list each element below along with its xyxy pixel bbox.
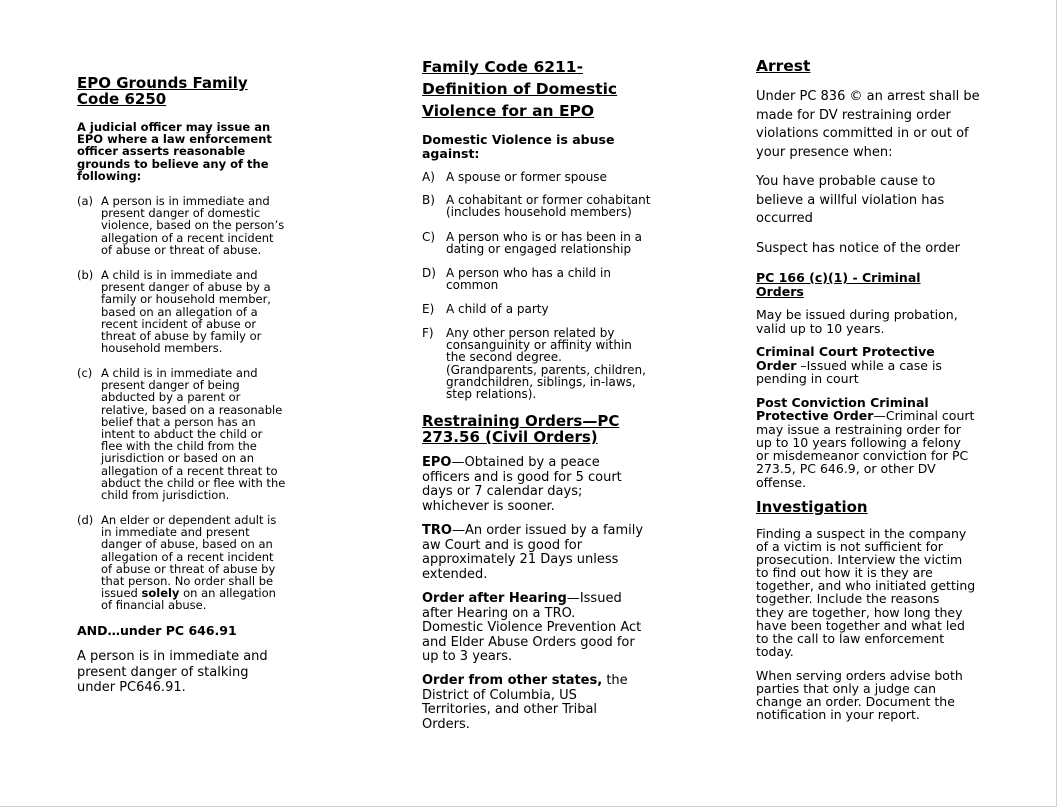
text-line: step relations). [446,387,537,402]
criminal-court-protective-order [756,345,942,386]
text-line: A person who is or has been in a [446,230,642,244]
text-line: A spouse or former spouse [446,170,607,184]
investigation-text [756,527,975,658]
text-line: intent to abduct the child or [101,427,263,442]
text-line: Any other person related by [446,326,615,340]
text-span: —An order issued by a family [451,523,644,538]
text-line: child from jurisdiction. [101,488,230,503]
text-line: A person is in immediate and [77,649,268,664]
text-span: —Obtained by a peace [451,455,600,470]
text-line: present danger of stalking [77,664,249,680]
text-span: –Issued while a case is [796,357,942,373]
text-line: violence, based on the person’s [101,218,285,233]
text-line: together, and who initiated getting [756,578,976,594]
text-line: A child is in immediate and [101,268,258,282]
text-line: violations committed in or out of [756,126,969,141]
text-line: of financial abuse. [101,598,207,613]
text-line: parties that only a judge can [756,681,937,697]
text-line: together. Include the reasons [756,591,940,607]
text-line: or misdemeanor conviction for PC [756,448,969,464]
dv-intro [422,133,614,160]
text-line: notification in your report. [756,707,920,723]
bold-span: solely [141,586,180,601]
item-text [101,269,271,354]
text-line: You have probable cause to [756,174,936,189]
item-letter: (b) [77,268,94,282]
post-conviction-protective-order [756,396,974,489]
arrest-text [756,88,980,162]
heading-line: Violence for an EPO [422,102,595,120]
heading-line: Definition of Domestic [422,80,618,98]
text-line: (Grandparents, parents, children, [446,362,646,377]
notice-text: Suspect has notice of the order [756,241,960,256]
heading-line: 273.56 (Civil Orders) [422,428,598,446]
text-line [422,674,628,689]
other-states-paragraph [422,674,628,732]
text-line: common [446,278,499,293]
text-line: District of Columbia, US [422,687,577,703]
item-text [446,327,646,400]
heading-line: Family Code 6211- [422,58,584,76]
item-letter: (a) [77,194,94,208]
item-text [446,171,607,183]
text-line: present danger of domestic [101,206,261,221]
text-line [422,592,641,607]
text-line: in immediate and present [101,525,250,540]
text-line: A child of a party [446,302,549,316]
pc166-text [756,308,958,335]
text-line: pending in court [756,371,859,386]
heading-line: Code 6250 [77,90,167,108]
text-line: When serving orders advise both [756,668,963,683]
item-letter: D) [422,266,436,280]
text-line: up to 3 years. [422,649,513,664]
text-line: prosecution. Interview the victim [756,552,963,568]
text-line: EPO where a law enforcement [77,132,272,147]
text-span: —Criminal court [873,408,975,424]
item-letter: (c) [77,366,93,380]
text-line: valid up to 10 years. [756,320,885,336]
stalking-text [77,649,268,696]
text-line: Domestic Violence is abuse [422,132,615,147]
epo-intro [77,121,272,182]
heading-line: Orders [756,283,804,299]
text-line: A judicial officer may issue an [77,120,271,134]
text-line: recent incident of abuse or [101,316,257,331]
item-letter: B) [422,193,435,207]
text-line: made for DV restraining order [756,107,951,123]
pc166-heading [756,271,921,298]
text-line: allegation of a recent threat to [101,463,278,478]
text-line: flee with the child from the [101,439,257,454]
tro-paragraph [422,524,643,582]
text-span: the [602,673,628,688]
text-line: 273.5, PC 646.9, or other DV [756,461,936,477]
text-line: abducted by a parent or [101,390,241,405]
text-line: grandchildren, siblings, in-laws, [446,374,636,389]
text-line: your presence when: [756,144,893,160]
text-line: relative, based on a reasonable [101,402,283,417]
text-line: present danger of being [101,378,240,393]
heading-line: Restraining Orders—PC [422,412,620,430]
text-line: Territories, and other Tribal [422,702,598,717]
text-span: issued [101,586,142,601]
bold-span: Protective Order [756,408,874,424]
text-line: abduct the child or flee with the [101,475,286,490]
serving-orders-text [756,669,963,721]
text-line: allegation of a recent incident [101,230,274,245]
text-line: threat of abuse by family or [101,329,262,344]
text-line: Orders. [422,716,470,732]
text-line: approximately 21 Days unless [422,552,619,567]
item-letter: F) [422,326,434,340]
text-line: based on an allegation of a [101,304,258,319]
bold-span: Order from other states, [422,673,603,688]
text-line: against: [422,145,480,161]
text-line: the second degree. [446,350,562,365]
restraining-orders-heading [422,413,619,445]
text-line [422,524,643,539]
text-line: officers and is good for 5 court [422,469,622,485]
text-line: to find out how it is they are [756,565,933,581]
and-under-label: AND…under PC 646.91 [77,623,237,638]
text-line: Criminal Court Protective [756,344,935,359]
bold-span: EPO [422,455,452,470]
item-text [446,231,642,255]
text-line: of a victim is not sufficient for [756,539,943,555]
bold-span: TRO [422,523,452,538]
item-text [446,267,611,291]
text-line: Under PC 836 © an arrest shall be [756,89,980,104]
text-line: may issue a restraining order for [756,421,961,437]
text-line: days or 7 calendar days; [422,484,583,499]
text-line [422,456,622,471]
item-letter: C) [422,230,436,244]
text-line: jurisdiction or based on an [101,451,255,466]
probable-cause-text [756,173,944,229]
item-text [446,303,549,315]
text-line: believe a willful violation has [756,192,945,208]
text-line: present danger of abuse by a [101,280,271,295]
text-line: of abuse or threat of abuse. [101,242,262,257]
text-line: consanguinity or affinity within [446,338,632,353]
item-text [446,194,650,218]
text-line: have been together and what led [756,617,965,633]
text-line: A person who has a child in [446,266,611,280]
investigation-heading: Investigation [756,498,868,516]
text-line: offense. [756,474,807,490]
text-line: A child is in immediate and [101,366,258,380]
text-line: of abuse or threat of abuse by [101,561,276,576]
text-line: May be issued during probation, [756,307,958,322]
text-line: allegation of a recent incident [101,549,274,564]
text-line: and Elder Abuse Orders good for [422,634,635,650]
item-letter: A) [422,170,435,184]
text-line: that person. No order shall be [101,574,274,589]
order-after-hearing-paragraph [422,592,641,665]
text-line: Finding a suspect in the company [756,526,967,541]
text-line: belief that a person has an [101,414,256,429]
text-line: change an order. Document the [756,694,955,710]
text-line: Post Conviction Criminal [756,395,929,410]
dv-definition-heading [422,56,617,122]
text-line: up to 10 years following a felony [756,434,961,450]
item-letter: E) [422,302,435,316]
text-line: A person is in immediate and [101,194,270,208]
arrest-heading: Arrest [756,57,811,75]
bold-span: Order after Hearing [422,591,567,606]
text-line: they are together, how long they [756,604,963,620]
text-line: family or household member, [101,292,271,307]
epo-grounds-heading [77,75,248,107]
item-text [101,367,285,501]
text-line [756,359,942,373]
text-line: danger of abuse, based on an [101,537,273,552]
text-line: household members. [101,341,223,356]
text-line: whichever is sooner. [422,498,555,514]
text-line: dating or engaged relationship [446,242,632,257]
text-line: after Hearing on a TRO. [422,605,576,621]
text-line: following: [77,168,142,183]
heading-line: EPO Grounds Family [77,74,248,92]
epo-paragraph [422,456,622,514]
text-line: extended. [422,566,488,582]
text-line: under PC646.91. [77,680,186,695]
text-line: (includes household members) [446,205,632,220]
text-line: grounds to believe any of the [77,156,269,171]
text-span: on an allegation [179,586,276,601]
text-line: officer asserts reasonable [77,144,246,159]
text-line: A cohabitant or former cohabitant [446,193,651,207]
text-line: to the call to law enforcement [756,630,945,646]
item-text [101,195,284,256]
heading-line: PC 166 (c)(1) - Criminal [756,270,921,285]
text-line [756,409,974,422]
text-line: Domestic Violence Prevention Act [422,620,642,635]
text-line: today. [756,643,794,659]
text-line: An elder or dependent adult is [101,513,277,527]
text-span: —Issued [566,591,622,606]
text-line: aw Court and is good for [422,537,583,553]
item-text [101,514,276,612]
item-letter: (d) [77,513,94,527]
bold-span: Order [756,357,797,373]
text-line: occurred [756,211,813,226]
